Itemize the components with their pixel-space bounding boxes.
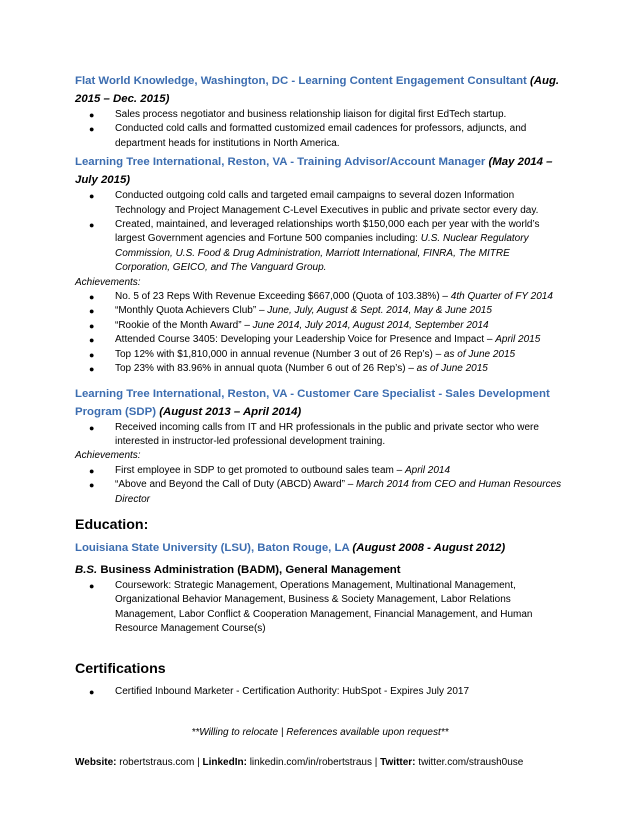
client-list: U.S. Nuclear Regulatory Commission, U.S. Food & Drug Administration, Marriott International, FINRA, The MITRE Corporation, GEICO, and The Vanguard Group. xyxy=(115,233,529,274)
list-item: ● Received incoming calls from IT and HR professionals in the public and private sector who were interested in instructor-led professional development training. xyxy=(89,421,539,447)
school-heading xyxy=(75,539,565,557)
list-item: ● First employee in SDP to get promoted to outbound sales team – April 2014 xyxy=(115,464,565,478)
bullet-icon: ● xyxy=(89,191,95,202)
list-item: ● Certified Inbound Marketer - Certification Authority: HubSpot - Expires July 2017 xyxy=(115,685,565,699)
list-item: ● Sales process negotiator and business relationship liaison for digital first EdTech startup. xyxy=(115,108,565,122)
resume-page xyxy=(75,70,565,699)
list-item: ● Created, maintained, and leveraged relationships worth $150,000 each per year with the world’s largest Government agencies and Fortune 500 companies including: U.S. Nuclear Regulatory Commission, U.S. Food & Drug Administration, Marriott International, FINRA, The MITRE Corporation, GEICO, and The Vanguard Group. xyxy=(89,219,540,274)
list-item: ● Conducted outgoing cold calls and targeted email campaigns to several dozen Information Technology and Project Management C-Level Executives in public and private sector every day. xyxy=(89,190,539,216)
bullet-icon: ● xyxy=(89,422,95,433)
job-company: Learning Tree International, Reston, VA - Customer Care Specialist - Sales Development Program (SDP) xyxy=(75,387,550,418)
bullet-icon: ● xyxy=(89,320,95,331)
list-item: ● “Above and Beyond the Call of Duty (ABCD) Award” – March 2014 from CEO and Human Resources Director xyxy=(89,479,562,505)
job-bullets xyxy=(75,189,565,275)
job-company: Flat World Knowledge, Washington, DC - Learning Content Engagement Consultant xyxy=(75,75,527,87)
job-dates: (Aug. 2015 – Dec. 2015) xyxy=(75,75,560,105)
bullet-icon: ● xyxy=(89,110,95,120)
list-item: ● Top 12% with $1,810,000 in annual revenue (Number 3 out of 26 Rep’s) – as of June 2015 xyxy=(115,348,565,362)
bullet-icon: ● xyxy=(89,349,95,360)
website-link[interactable]: robertstraus.com xyxy=(119,757,195,768)
list-item: ● Top 23% with 83.96% in annual quota (Number 6 out of 26 Rep’s) – as of June 2015 xyxy=(115,362,565,376)
list-item: ● Coursework: Strategic Management, Operations Management, Multinational Management, Organizational Behavior Management, Business & Society Management, Labor Relations Management, Labor Conflict & Cooperation Management, Financial Management, and Human Resource Management Course(s) xyxy=(89,579,533,635)
bullet-icon: ● xyxy=(89,124,95,135)
job-dates: (August 2013 – April 2014) xyxy=(159,405,302,418)
certifications-list xyxy=(75,685,565,699)
job-dates: (May 2014 – July 2015) xyxy=(75,156,553,187)
job-company: Learning Tree International, Reston, VA - Training Advisor/Account Manager xyxy=(75,156,486,169)
bullet-icon: ● xyxy=(89,465,95,476)
bullet-icon: ● xyxy=(89,306,95,317)
job-heading xyxy=(75,385,565,421)
list-item: ● Attended Course 3405: Developing your Leadership Voice for Presence and Impact – April 2015 xyxy=(115,333,565,347)
school-dates: (August 2008 - August 2012) xyxy=(352,541,506,554)
certifications-heading: Certifications xyxy=(75,660,166,677)
degree: B.S. Business Administration (BADM), General Management xyxy=(75,563,401,576)
achievements-label: Achievements: xyxy=(75,276,141,288)
contact-footer: Website: robertstraus.com | LinkedIn: linkedin.com/in/robertstraus | Twitter: twitter.com/straush0use xyxy=(75,757,524,768)
list-item: ● “Monthly Quota Achievers Club” – June, July, August & Sept. 2014, May & June 2015 xyxy=(115,304,565,318)
achievements-list xyxy=(75,290,565,376)
list-item: ● Conducted cold calls and formatted customized email cadences for professors, adjuncts, and department heads for institutions in North America. xyxy=(89,123,527,149)
job-heading xyxy=(75,72,565,108)
bullet-icon: ● xyxy=(89,580,95,591)
bullet-icon: ● xyxy=(89,335,95,346)
school-name: Louisiana State University (LSU), Baton Rouge, LA xyxy=(75,541,350,554)
list-item: ● “Rookie of the Month Award” – June 2014, July 2014, August 2014, September 2014 xyxy=(115,319,565,333)
coursework-list xyxy=(75,579,565,637)
job-heading xyxy=(75,153,565,189)
bullet-icon: ● xyxy=(89,686,95,697)
job-bullets xyxy=(75,421,565,450)
achievements-list xyxy=(75,464,565,507)
job-bullets xyxy=(75,108,565,151)
bullet-icon: ● xyxy=(89,292,95,303)
twitter-link[interactable]: twitter.com/straush0use xyxy=(418,757,524,768)
education-heading: Education: xyxy=(75,516,149,533)
list-item: ● No. 5 of 23 Reps With Revenue Exceeding $667,000 (Quota of 103.38%) – 4th Quarter of FY 2014 xyxy=(115,290,565,304)
achievements-label: Achievements: xyxy=(75,450,141,462)
bullet-icon: ● xyxy=(89,480,95,491)
bullet-icon: ● xyxy=(89,364,95,375)
bullet-icon: ● xyxy=(89,220,95,231)
relocate-note: **Willing to relocate | References available upon request** xyxy=(191,727,449,738)
linkedin-link[interactable]: linkedin.com/in/robertstraus xyxy=(249,757,372,768)
